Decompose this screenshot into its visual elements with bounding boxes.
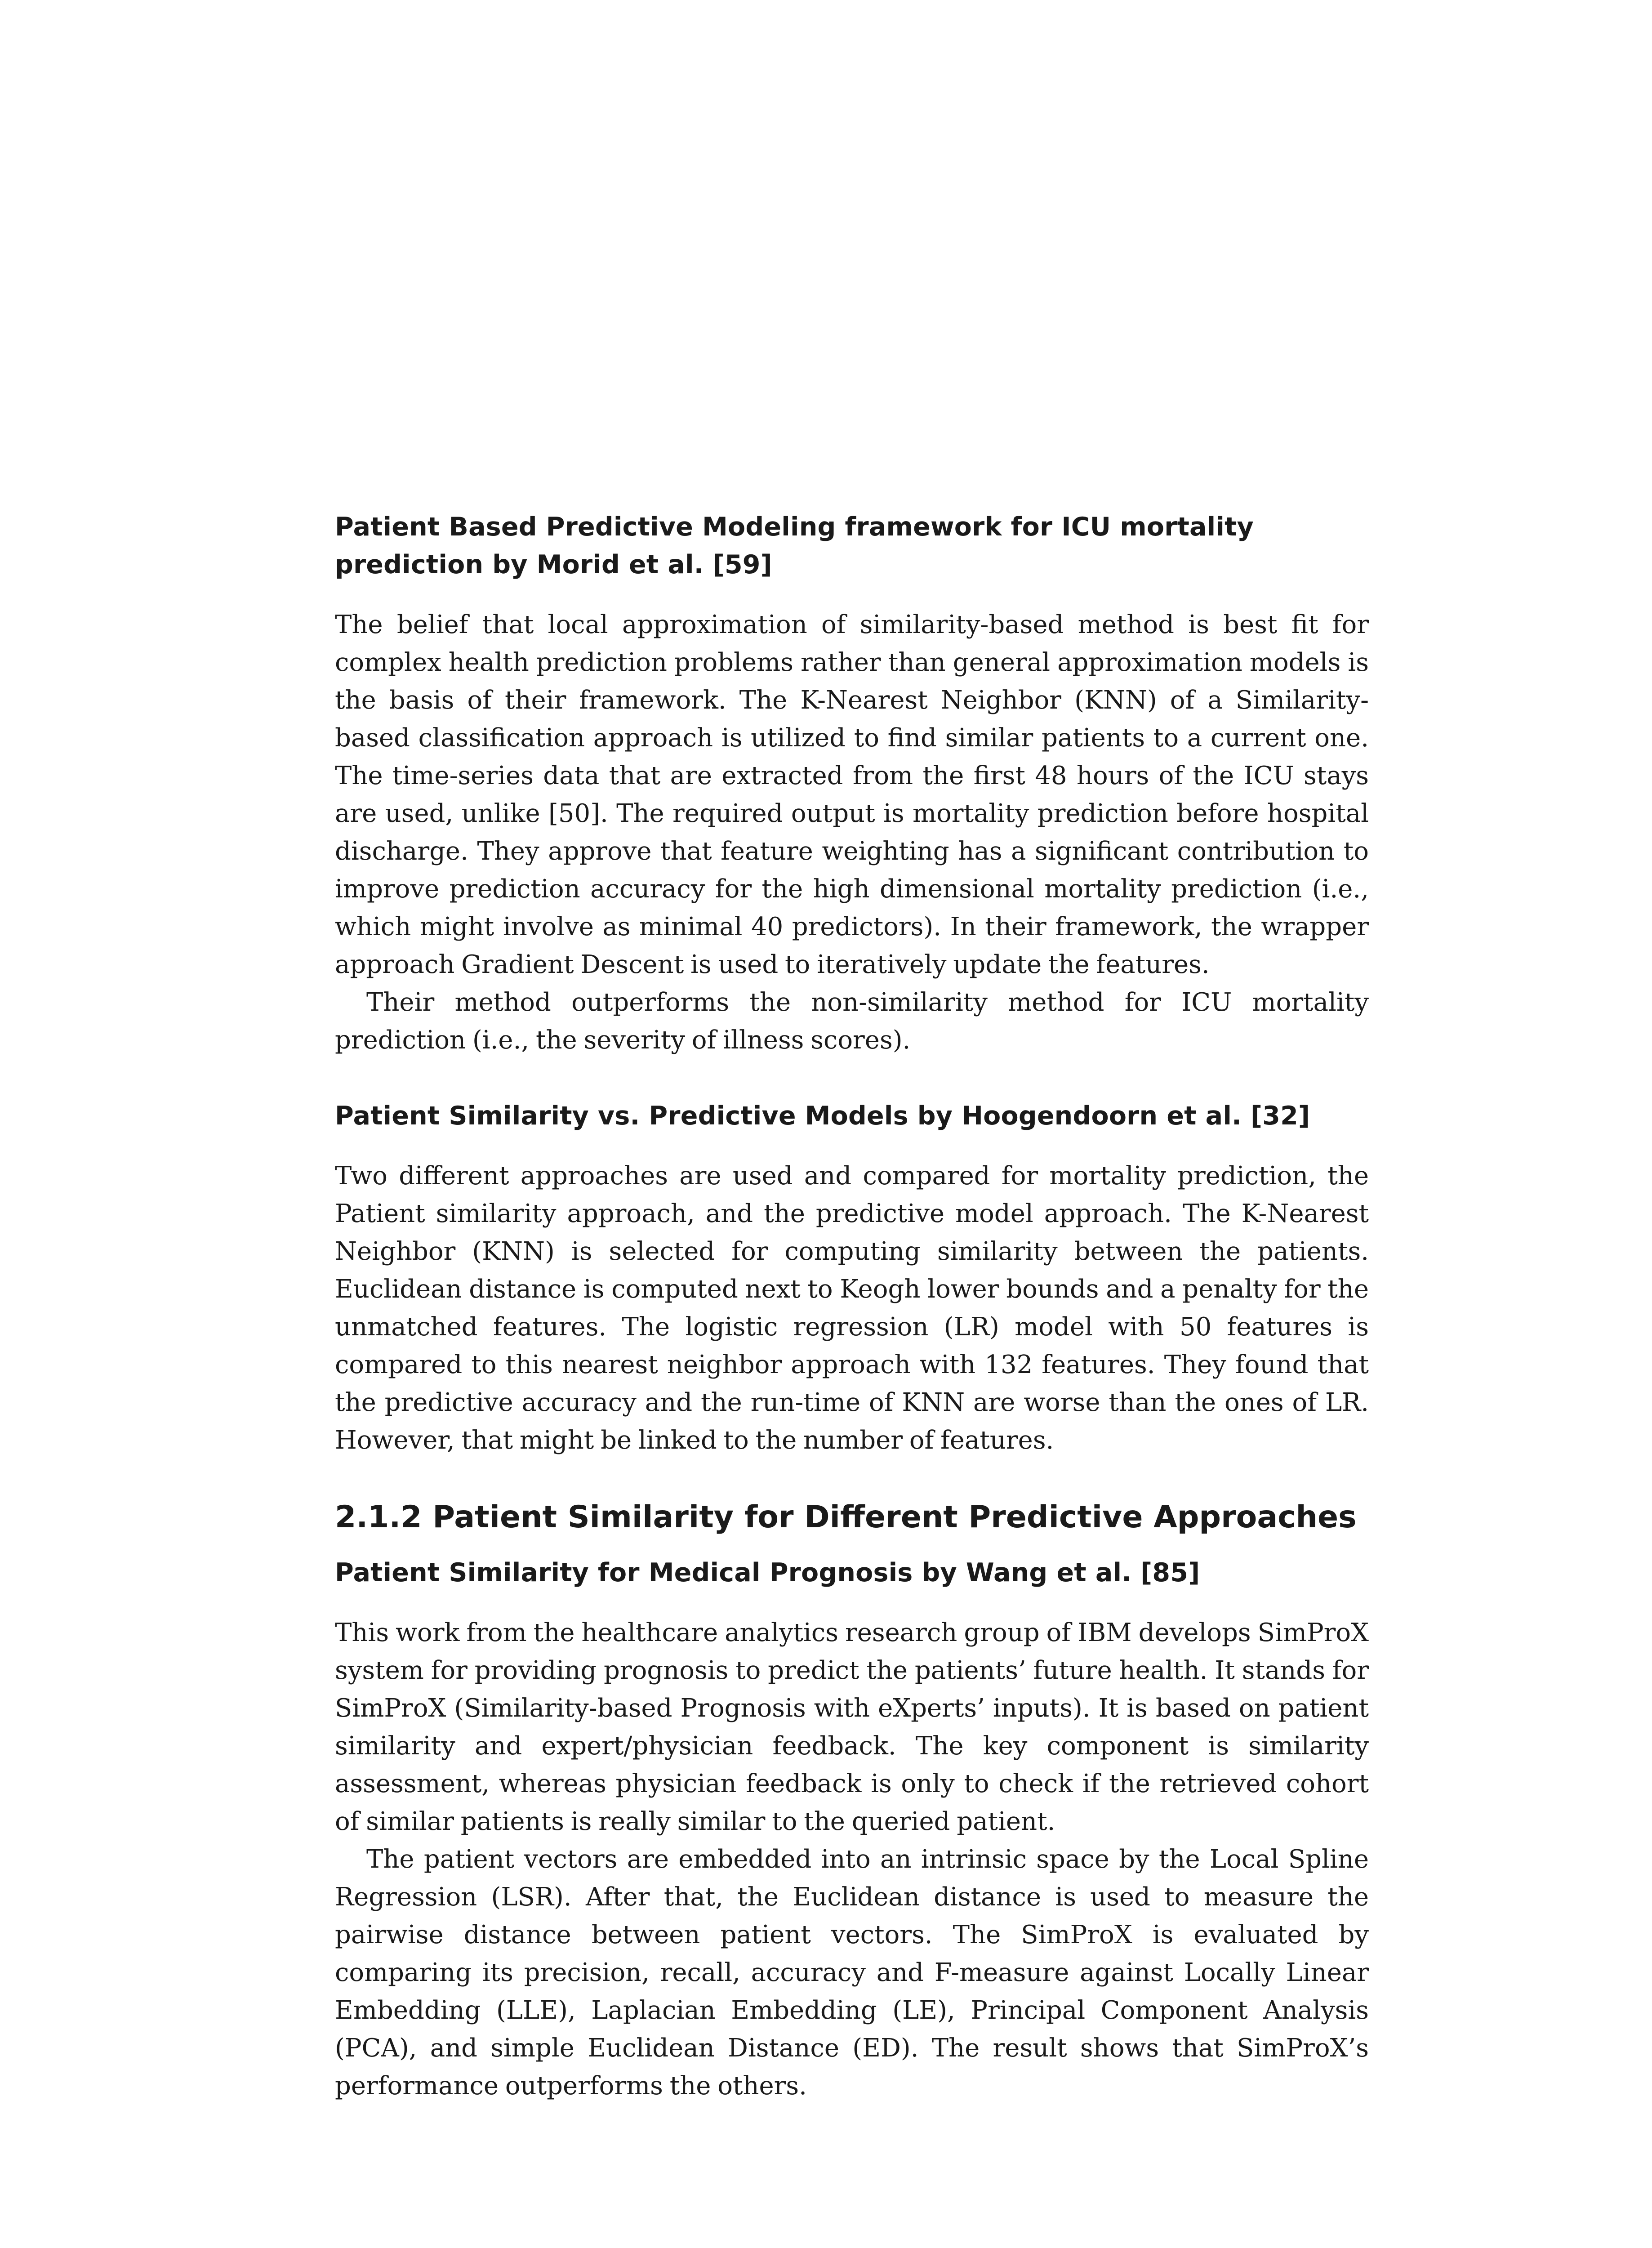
subsection-title: 2.1.2 Patient Similarity for Different Predictive Approaches <box>335 1499 1357 1535</box>
spacer <box>335 1459 1369 1497</box>
spacer <box>335 1059 1369 1097</box>
section-wang <box>335 1497 1369 2105</box>
paragraph-heading: Patient Similarity vs. Predictive Models by Hoogendoorn et al. [32] <box>335 1101 1310 1131</box>
body-paragraph: This work from the healthcare analytics research group of IBM develops SimProX system for providing prognosis to predict the patients’ future health. It stands for SimProX (Similarity-based Prognosis with eXperts’ inputs). It is based on patient similarity and expert/physician feedback. The key component is similarity assessment, whereas physician feedback is only to check if the retrieved cohort of similar patients is really similar to the queried patient. <box>335 1618 1369 1836</box>
body-paragraph: Two different approaches are used and compared for mortality prediction, the Patient similarity approach, and the predictive model approach. The K-Nearest Neighbor (KNN) is selected for computing similarity between the patients. Euclidean distance is computed next to Keogh lower bounds and a penalty for the unmatched features. The logistic regression (LR) model with 50 features is compared to this nearest neighbor approach with 132 features. They found that the predictive accuracy and the run-time of KNN are worse than the ones of LR. However, that might be linked to the number of features. <box>335 1161 1369 1455</box>
section-hoogendoorn <box>335 1097 1369 1459</box>
page-content <box>335 508 1369 2105</box>
paragraph-heading: Patient Based Predictive Modeling framework for ICU mortality prediction by Morid et al. [59] <box>335 512 1254 580</box>
body-paragraph: The patient vectors are embedded into an intrinsic space by the Local Spline Regression (LSR). After that, the Euclidean distance is used to measure the pairwise distance between patient vectors. The SimProX is evaluated by comparing its precision, recall, accuracy and F-measure against Locally Linear Embedding (LLE), Laplacian Embedding (LE), Principal Component Analysis (PCA), and simple Euclidean Distance (ED). The result shows that SimProX’s performance outperforms the others. <box>335 1845 1369 2101</box>
section-morid <box>335 508 1369 1059</box>
paragraph-heading: Patient Similarity for Medical Prognosis by Wang et al. [85] <box>335 1558 1200 1588</box>
body-paragraph: Their method outperforms the non-similarity method for ICU mortality prediction (i.e., the severity of illness scores). <box>335 988 1369 1055</box>
body-paragraph: The belief that local approximation of similarity-based method is best fit for complex health prediction problems rather than general approximation models is the basis of their framework. The K-Nearest Neighbor (KNN) of a Similarity-based classification approach is utilized to find similar patients to a current one. The time-series data that are extracted from the first 48 hours of the ICU stays are used, unlike [50]. The required output is mortality prediction before hospital discharge. They approve that feature weighting has a significant contribution to improve prediction accuracy for the high dimensional mortality prediction (i.e., which might involve as minimal 40 predictors). In their framework, the wrapper approach Gradient Descent is used to iteratively update the features. <box>335 610 1369 979</box>
